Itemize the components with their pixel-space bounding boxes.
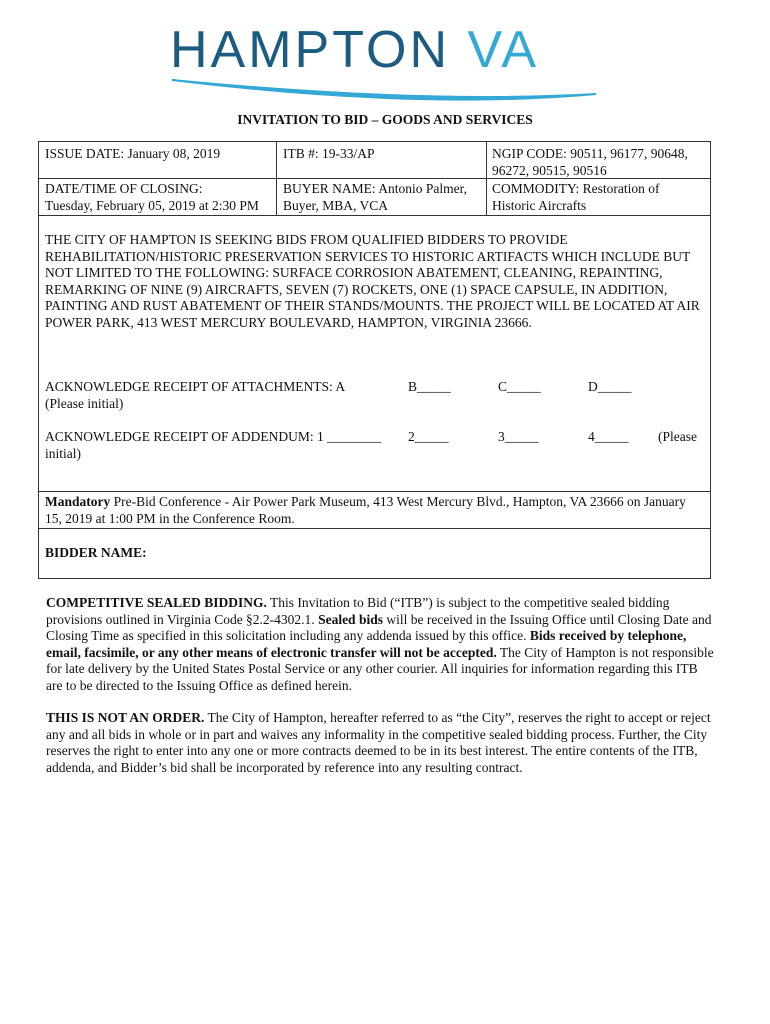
conference-mandatory: Mandatory [45, 494, 111, 509]
conference-text: Pre-Bid Conference - Air Power Park Museum, 413 West Mercury Blvd., Hampton, VA 23666 on January 15, 2019 at 1:00 PM in the Conference Room. [45, 494, 686, 526]
competitive-heading: COMPETITIVE SEALED BIDDING. [46, 595, 267, 610]
addendum-3-field[interactable]: 3_____ [498, 429, 539, 444]
competitive-text: This Invitation to Bid (“ITB”) is subject to the competitive sealed bidding provisions outlined in Virginia Code §2.2-4302.1. [46, 595, 670, 627]
logo-swoosh-icon [0, 14, 770, 114]
issue-date: ISSUE DATE: January 08, 2019 [45, 146, 221, 161]
section-divider [39, 491, 710, 492]
commodity [492, 181, 660, 214]
not-order-heading: THIS IS NOT AN ORDER. [46, 710, 205, 725]
table-column-divider [276, 142, 277, 215]
commodity-line: COMMODITY: Restoration of [492, 181, 660, 196]
buyer-line: Buyer, MBA, VCA [283, 197, 388, 213]
section-divider [39, 528, 710, 529]
addendum-initial: initial) [45, 446, 81, 461]
table-divider [39, 215, 710, 216]
not-order-text: The City of Hampton, hereafter referred to as “the City”, reserves the right to accept or reject any and all bids in whole or in part and waives any informality in the competitive sealed bidding process. Further, the City reserves the right to enter into any one or more contracts deemed to be in its best interest. The entire contents of the ITB, addenda, and Bidder’s bid shall be incorporated by reference into any resulting contract. [46, 710, 711, 775]
ngip-code-line: NGIP CODE: 90511, 96177, 90648, [492, 146, 688, 161]
table-column-divider [486, 142, 487, 215]
page-title: INVITATION TO BID – GOODS AND SERVICES [237, 112, 533, 127]
commodity-line: Historic Aircrafts [492, 197, 587, 213]
bid-info-box [38, 141, 711, 579]
logo-text-hampton: HAMPTON [170, 21, 451, 79]
competitive-text: will be received in the Issuing Office until Closing Date and Closing Time as specified in this solicitation including any addenda issued by this office. [46, 611, 712, 643]
attachments-label: ACKNOWLEDGE RECEIPT OF ATTACHMENTS: A [45, 379, 346, 394]
addendum-please: (Please [658, 429, 697, 444]
ngip-code [492, 146, 688, 179]
addendum-label[interactable]: ACKNOWLEDGE RECEIPT OF ADDENDUM: 1 ________ [45, 429, 382, 444]
addendum-4-field[interactable]: 4_____ [588, 429, 629, 444]
logo-text-va: VA [467, 21, 540, 79]
sealed-bids-bold: Sealed bids [318, 611, 383, 627]
closing-value: Tuesday, February 05, 2019 at 2:30 PM [45, 197, 259, 213]
bidder-name-label: BIDDER NAME: [45, 545, 147, 560]
competitive-bidding-paragraph [46, 595, 716, 694]
attachment-d-field[interactable]: D_____ [588, 379, 632, 394]
city-logo [0, 14, 770, 104]
ngip-code-line: 96272, 90515, 90516 [492, 162, 607, 178]
prebid-conference [45, 494, 705, 527]
buyer-name [283, 181, 467, 214]
project-description: THE CITY OF HAMPTON IS SEEKING BIDS FROM QUALIFIED BIDDERS TO PROVIDE REHABILITATION/HISTORIC PRESERVATION SERVICES TO HISTORIC ARTIFACTS WHICH INCLUDE BUT NOT LIMITED TO THE FOLLOWING: SURFACE CORROSION ABATEMENT, CLEANING, REPAINTING, REMARKING OF NINE (9) AIRCRAFTS, SEVEN (7) ROCKETS, ONE (1) SPACE CAPSULE, IN ADDITION, PAINTING AND RUST ABATEMENT OF THEIR STANDS/MOUNTS. THE PROJECT WILL BE LOCATED AT AIR POWER PARK, 413 WEST MERCURY BOULEVARD, HAMPTON, VIRGINIA 23666. [45, 232, 700, 330]
buyer-line: BUYER NAME: Antonio Palmer, [283, 181, 467, 196]
attachment-b-field[interactable]: B_____ [408, 379, 451, 394]
addendum-2-field[interactable]: 2_____ [408, 429, 449, 444]
not-an-order-paragraph [46, 710, 716, 776]
itb-number: ITB #: 19-33/AP [283, 146, 375, 161]
electronic-bids-bold: Bids received by telephone, email, facsimile, or any other means of electronic transfer will not be accepted. [46, 628, 687, 660]
attachment-c-field[interactable]: C_____ [498, 379, 541, 394]
closing-datetime [45, 181, 259, 214]
competitive-text: The City of Hampton is not responsible for late delivery by the United States Postal Service or any other courier. All inquiries for information regarding this ITB are to be directed to the Issuing Office as defined herein. [46, 644, 714, 693]
closing-label: DATE/TIME OF CLOSING: [45, 181, 203, 196]
attachments-note: (Please initial) [45, 396, 124, 411]
